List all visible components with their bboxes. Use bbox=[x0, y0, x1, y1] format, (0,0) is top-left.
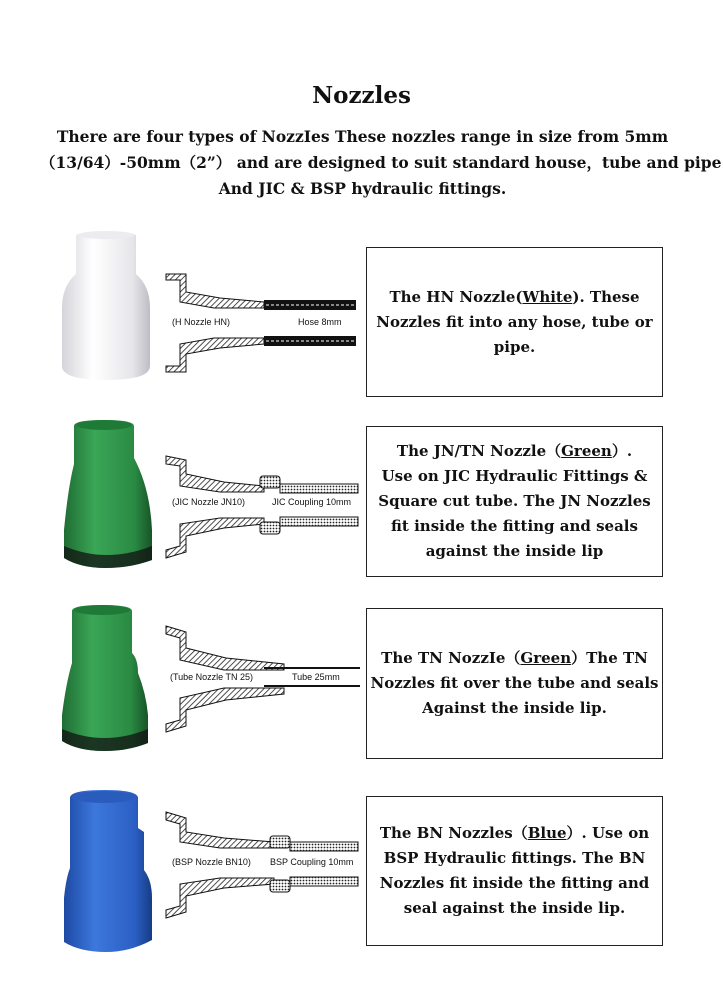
jn-diagram-label-left: (JIC Nozzle JN10) bbox=[172, 497, 246, 507]
jn-text-line: Square cut tube. The JN Nozzles bbox=[378, 492, 651, 510]
bn-text-line: BSP Hydraulic fittings. The BN bbox=[383, 849, 646, 867]
jn-text-line: The JN/TN Nozzle（Green）. bbox=[396, 442, 633, 460]
hn-diagram-label-left: (H Nozzle HN) bbox=[172, 317, 231, 327]
jn-text-line: fit inside the fitting and seals bbox=[391, 517, 638, 535]
tn-text-line: Against the inside lip. bbox=[422, 699, 607, 717]
tn-text-line: The TN NozzIe（Green）The TN bbox=[381, 649, 648, 667]
jn-text-line: against the inside lip bbox=[425, 542, 604, 560]
intro-line: And JIC & BSP hydraulic fittings. bbox=[218, 179, 507, 198]
jn-text-line: Use on JIC Hydraulic Fittings & bbox=[381, 467, 648, 485]
tn-nozzle-image bbox=[58, 603, 154, 753]
color-label: Green bbox=[561, 442, 612, 460]
bn-diagram-label-right: BSP Coupling 10mm bbox=[270, 857, 354, 867]
bn-nozzle-image bbox=[60, 788, 156, 954]
tn-diagram-label-left: (Tube Nozzle TN 25) bbox=[170, 672, 254, 682]
bn-text-line: Nozzles fit inside the fitting and bbox=[379, 874, 650, 892]
bn-description-box bbox=[366, 796, 663, 946]
jn-nozzle-image bbox=[60, 418, 156, 570]
tn-text-line: Nozzles fit over the tube and seals bbox=[370, 674, 659, 692]
intro-line: （13/64）-50mm（2”） and are designed to suit standard house，tube and pipe bbox=[40, 153, 722, 172]
bn-text-line: The BN Nozzles（Blue）. Use on bbox=[379, 824, 650, 842]
hn-nozzle-image bbox=[58, 230, 154, 382]
tn-description-box bbox=[366, 608, 663, 759]
intro-line: There are four types of NozzIes These nozzles range in size from 5mm bbox=[56, 127, 669, 146]
hn-text-line: pipe. bbox=[493, 337, 536, 356]
color-label: Green bbox=[520, 649, 572, 667]
bn-text-line: seal against the inside lip. bbox=[403, 899, 626, 917]
hn-diagram-label-right: Hose 8mm bbox=[298, 317, 342, 327]
hn-text-line: Nozzles fit into any hose, tube or bbox=[376, 312, 653, 331]
page-title: Nozzles bbox=[312, 82, 411, 109]
jn-diagram-label-right: JIC Coupling 10mm bbox=[272, 497, 352, 507]
bn-diagram-label-left: (BSP Nozzle BN10) bbox=[172, 857, 251, 867]
jn-description-box bbox=[366, 426, 663, 577]
hn-text-line: The HN Nozzle(White). These bbox=[389, 287, 640, 306]
jn-nozzle-diagram bbox=[164, 452, 364, 562]
color-label: White bbox=[522, 287, 573, 306]
tn-diagram-label-right: Tube 25mm bbox=[292, 672, 340, 682]
intro-paragraph bbox=[40, 124, 722, 202]
hn-description-box bbox=[366, 247, 663, 397]
color-label: Blue bbox=[527, 824, 567, 842]
